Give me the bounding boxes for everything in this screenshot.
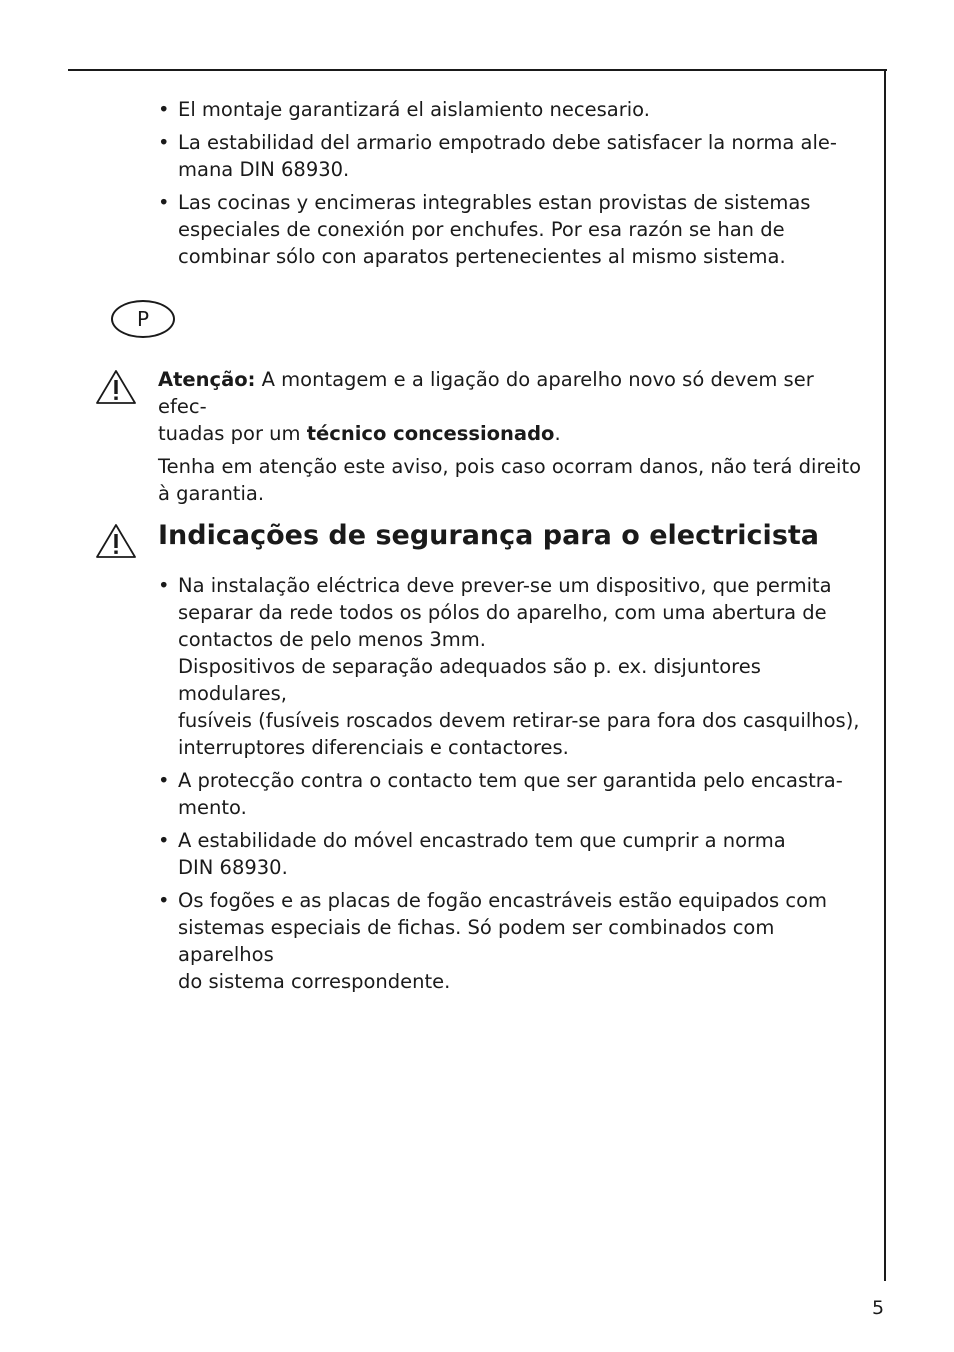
page-number: 5 (872, 1297, 885, 1319)
language-badge-label: P (136, 307, 150, 331)
attention-text-end: . (554, 422, 561, 445)
electrician-list-block (158, 572, 862, 1001)
attention-text: A montagem e a ligação do aparelho novo só devem ser efec- tuadas por um (158, 368, 814, 445)
attention-note: Tenha em atenção este aviso, pois caso ocorram danos, não terá direito à garantia. (158, 455, 862, 505)
attention-emphasis: técnico concessionado (306, 422, 555, 445)
list-item-text: La estabilidad del armario empotrado debe satisfacer la norma ale- mana DIN 68930. (178, 131, 837, 181)
list-item (158, 767, 862, 821)
language-badge (111, 300, 175, 338)
list-item (158, 572, 862, 761)
warning-icon (94, 368, 138, 406)
top-rule (68, 69, 887, 71)
list-item (158, 887, 862, 995)
warning-icon (94, 522, 138, 560)
electrician-bullet-list (158, 572, 862, 995)
list-item (158, 129, 862, 183)
list-item-text: A estabilidade do móvel encastrado tem que cumprir a norma DIN 68930. (178, 829, 786, 879)
list-item (158, 827, 862, 881)
attention-label: Atenção: (158, 368, 256, 391)
attention-block (158, 366, 862, 513)
list-item (158, 96, 862, 123)
list-item-text: Na instalação eléctrica deve prever-se um dispositivo, que permita separar da rede todos os pólos do aparelho, com uma abertura de contactos de pelo menos 3mm. Dispositivos de separação adequados são p. ex. disjuntores modulares, fusíveis (fusíveis roscados devem retirar-se para fora dos casquilhos), interruptores diferenciais e contactores. (178, 574, 860, 759)
attention-paragraph (158, 366, 862, 447)
section-heading: Indicações de segurança para o electricista (158, 520, 820, 551)
list-item-text: Las cocinas y encimeras integrables estan provistas de sistemas especiales de conexión por enchufes. Por esa razón se han de combinar sólo con aparatos pertenecientes al mismo sistema. (178, 191, 811, 268)
list-item (158, 189, 862, 270)
spanish-bullet-list (158, 96, 862, 270)
spanish-list-block (158, 96, 862, 276)
right-rule (884, 69, 886, 1281)
list-item-text: Os fogões e as placas de fogão encastráveis estão equipados com sistemas especiais de fichas. Só podem ser combinados com aparelhos do sistema correspondente. (178, 889, 828, 993)
list-item-text: El montaje garantizará el aislamiento necesario. (178, 98, 650, 121)
list-item-text: A protecção contra o contacto tem que ser garantida pelo encastra- mento. (178, 769, 843, 819)
